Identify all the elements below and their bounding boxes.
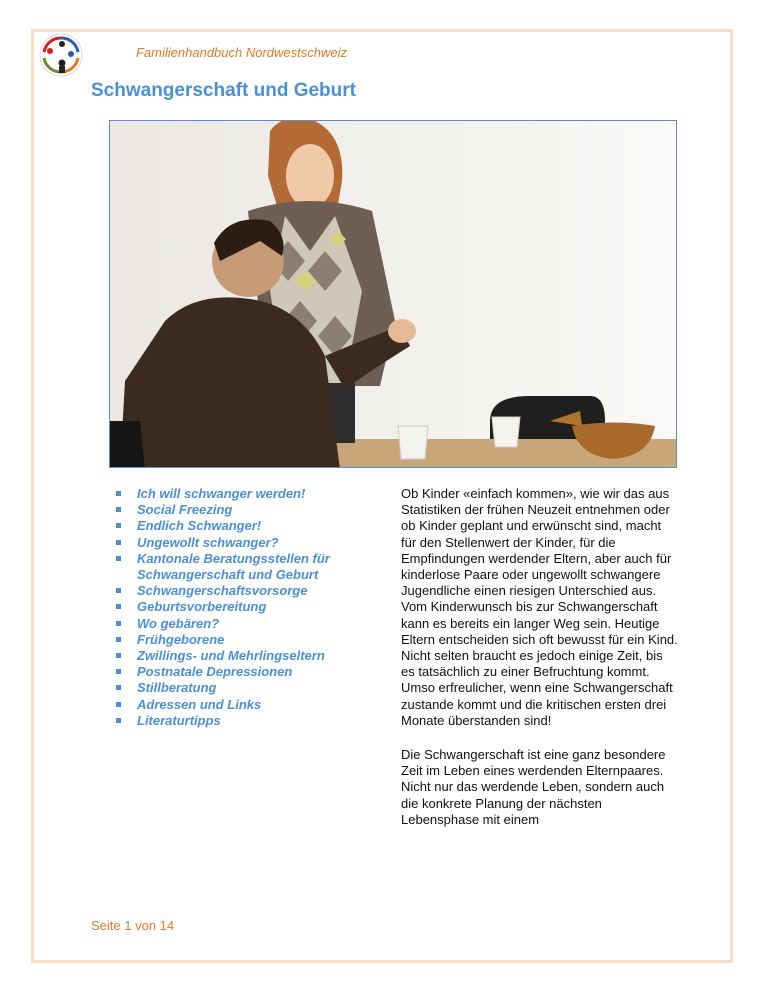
toc-item-literaturtipps[interactable]: Literaturtipps xyxy=(112,713,362,729)
toc-item-beratungsstellen[interactable]: Kantonale Beratungsstellen für Schwangerschaft und Geburt xyxy=(112,551,362,583)
toc-item-fruehgeborene[interactable]: Frühgeborene xyxy=(112,632,362,648)
body-paragraph: Die Schwangerschaft ist eine ganz besondere Zeit im Leben eines werdenden Elternpaares. Nicht nur das werdende Leben, sondern auch die konkrete Planung der nächsten Lebensphase mit einem xyxy=(401,747,666,827)
toc-item-geburtsvorbereitung[interactable]: Geburtsvorbereitung xyxy=(112,599,362,615)
toc-item-schwangerschaftsvorsorge[interactable]: Schwangerschaftsvorsorge xyxy=(112,583,362,599)
family-circle-logo-icon xyxy=(35,30,87,80)
body-text-column xyxy=(401,486,679,846)
toc-item-ungewollt-schwanger[interactable]: Ungewollt schwanger? xyxy=(112,535,362,551)
toc-item-postnatale-depressionen[interactable]: Postnatale Depressionen xyxy=(112,664,362,680)
page-title: Schwangerschaft und Geburt xyxy=(91,80,356,101)
running-header: Familienhandbuch Nordwestschweiz xyxy=(136,45,347,60)
toc-item-social-freezing[interactable]: Social Freezing xyxy=(112,502,362,518)
table-of-contents xyxy=(112,486,362,729)
body-paragraph: Ob Kinder «einfach kommen», wie wir das aus Statistiken der frühen Neuzeit entnehmen oder ob Kinder geplant und erwünscht sind, macht für den Stellenwert der Kinder, für die Empfindungen werdender Eltern, aber auch für kinderlose Paare oder ungewollt schwangere Jugendliche einen riesigen Unterschied aus. Vom Kinderwunsch bis zur Schwangerschaft kann es bereits ein langer Weg sein. Heutige Eltern entscheiden sich oft bewusst für ein Kind. Nicht selten braucht es jedoch einige Zeit, bis es tatsächlich zu einer Befruchtung kommt. Umso erfreulicher, wenn eine Schwangerschaft zustande kommt und die kritischen ersten drei Monate überstanden sind! xyxy=(401,486,678,728)
couple-at-table-photo xyxy=(109,120,677,468)
toc-item-ich-will-schwanger-werden[interactable]: Ich will schwanger werden! xyxy=(112,486,362,502)
toc-item-stillberatung[interactable]: Stillberatung xyxy=(112,680,362,696)
toc-item-adressen-und-links[interactable]: Adressen und Links xyxy=(112,697,362,713)
toc-item-zwillingseltern[interactable]: Zwillings- und Mehrlingseltern xyxy=(112,648,362,664)
toc-item-endlich-schwanger[interactable]: Endlich Schwanger! xyxy=(112,518,362,534)
toc-item-wo-gebaeren[interactable]: Wo gebären? xyxy=(112,616,362,632)
page-number: Seite 1 von 14 xyxy=(91,918,175,933)
